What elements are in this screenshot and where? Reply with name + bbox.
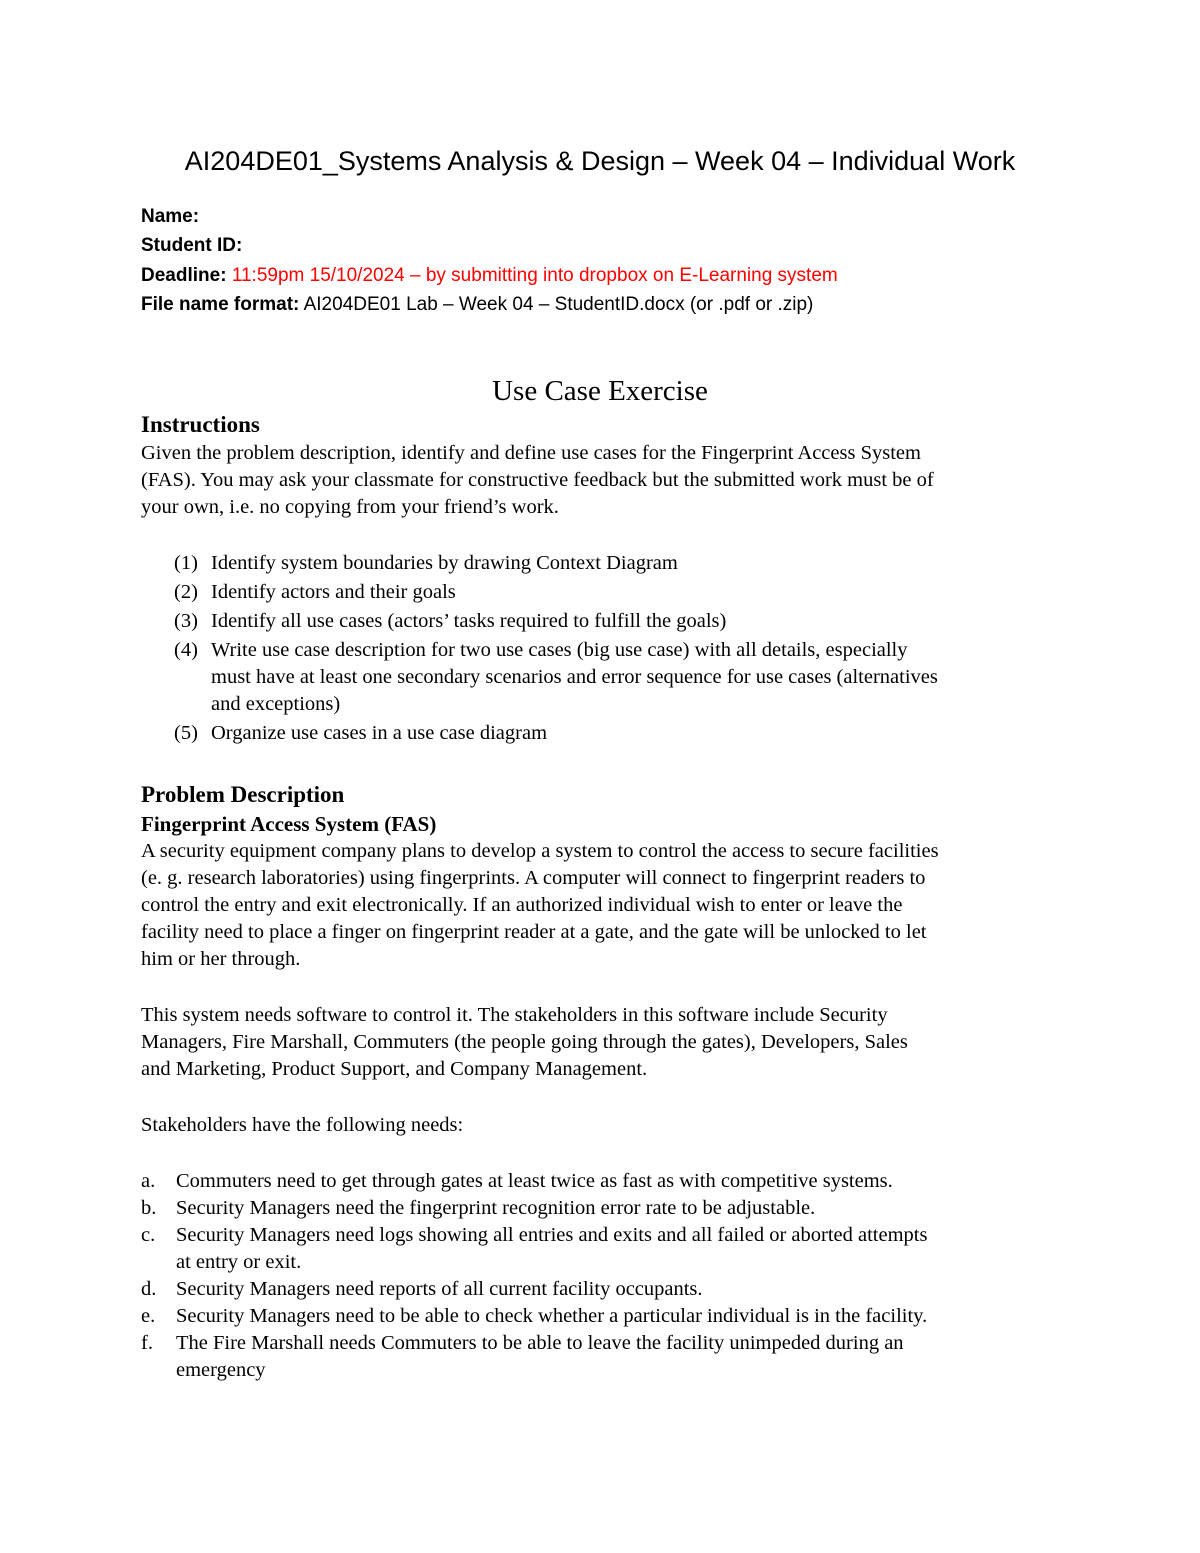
- task-text: Identify all use cases (actors’ tasks required to fulfill the goals): [211, 610, 727, 632]
- task-number: (3): [174, 610, 198, 632]
- task-text: and exceptions): [211, 693, 341, 715]
- task-text: Identify system boundaries by drawing Context Diagram: [211, 552, 678, 574]
- name-label: Name:: [141, 206, 200, 227]
- file-name-value: AI204DE01 Lab – Week 04 – StudentID.docx (or .pdf or .zip): [303, 294, 814, 315]
- paragraph-line: facility need to place a finger on fingerprint reader at a gate, and the gate will be unlocked to let: [141, 921, 927, 943]
- paragraph-line: him or her through.: [141, 948, 301, 970]
- task-number: (1): [174, 552, 198, 574]
- need-text: Security Managers need logs showing all entries and exits and all failed or aborted attempts: [176, 1224, 928, 1246]
- problem-paragraph-1: [141, 838, 1066, 973]
- exercise-title: Use Case Exercise: [492, 375, 708, 407]
- task-text: Write use case description for two use cases (big use case) with all details, especially: [211, 639, 908, 661]
- task-item: [174, 608, 1074, 635]
- document-title: AI204DE01_Systems Analysis & Design – Week 04 – Individual Work: [184, 146, 1016, 176]
- need-item: [141, 1195, 1071, 1222]
- problem-heading: Problem Description: [141, 782, 345, 807]
- task-text: must have at least one secondary scenarios and error sequence for use cases (alternatives: [211, 666, 938, 688]
- task-number: (4): [174, 639, 198, 661]
- task-item: [174, 579, 1074, 606]
- need-text: Commuters need to get through gates at least twice as fast as with competitive systems.: [176, 1170, 893, 1192]
- need-text: emergency: [176, 1359, 266, 1381]
- needs-intro: [141, 1112, 1066, 1139]
- task-item: [174, 637, 1074, 718]
- need-text: The Fire Marshall needs Commuters to be able to leave the facility unimpeded during an: [176, 1332, 904, 1354]
- task-item: [174, 720, 1074, 747]
- need-text: at entry or exit.: [176, 1251, 302, 1273]
- paragraph-line: (e. g. research laboratories) using fingerprints. A computer will connect to fingerprint readers to: [141, 867, 926, 889]
- task-item: [174, 550, 1074, 577]
- student-id-label: Student ID:: [141, 235, 243, 256]
- need-item: [141, 1222, 1071, 1276]
- need-letter: f.: [141, 1332, 153, 1354]
- task-list: [174, 550, 1074, 749]
- paragraph-line: Given the problem description, identify and define use cases for the Fingerprint Access System: [141, 442, 921, 464]
- name-field: [141, 204, 1101, 230]
- needs-list: [141, 1168, 1071, 1384]
- paragraph-line: your own, i.e. no copying from your friend’s work.: [141, 496, 559, 518]
- need-text: Security Managers need reports of all current facility occupants.: [176, 1278, 703, 1300]
- paragraph-line: This system needs software to control it. The stakeholders in this software include Security: [141, 1004, 888, 1026]
- student-id-field: [141, 233, 1101, 259]
- paragraph-line: control the entry and exit electronically. If an authorized individual wish to enter or leave the: [141, 894, 903, 916]
- paragraph-line: A security equipment company plans to develop a system to control the access to secure facilities: [141, 840, 939, 862]
- need-text: Security Managers need to be able to check whether a particular individual is in the facility.: [176, 1305, 928, 1327]
- deadline-label: Deadline:: [141, 265, 227, 286]
- need-item: [141, 1276, 1071, 1303]
- need-item: [141, 1303, 1071, 1330]
- paragraph-line: Stakeholders have the following needs:: [141, 1114, 464, 1136]
- task-text: Identify actors and their goals: [211, 581, 456, 603]
- need-letter: c.: [141, 1224, 156, 1246]
- need-item: [141, 1330, 1071, 1384]
- instructions-heading: Instructions: [141, 412, 260, 437]
- task-number: (5): [174, 722, 198, 744]
- instructions-paragraph: [141, 440, 1066, 521]
- file-name-label: File name format:: [141, 294, 300, 315]
- paragraph-line: (FAS). You may ask your classmate for constructive feedback but the submitted work must be of: [141, 469, 934, 491]
- task-number: (2): [174, 581, 198, 603]
- deadline-value: 11:59pm 15/10/2024 – by submitting into dropbox on E-Learning system: [231, 265, 838, 286]
- problem-paragraph-2: [141, 1002, 1066, 1083]
- task-text: Organize use cases in a use case diagram: [211, 722, 548, 744]
- paragraph-line: Managers, Fire Marshall, Commuters (the people going through the gates), Developers, Sales: [141, 1031, 908, 1053]
- deadline-field: [141, 263, 1101, 289]
- paragraph-line: and Marketing, Product Support, and Company Management.: [141, 1058, 648, 1080]
- file-name-field: [141, 292, 1101, 318]
- need-text: Security Managers need the fingerprint recognition error rate to be adjustable.: [176, 1197, 816, 1219]
- need-letter: b.: [141, 1197, 157, 1219]
- need-letter: d.: [141, 1278, 157, 1300]
- fas-subheading: Fingerprint Access System (FAS): [141, 812, 437, 836]
- need-item: [141, 1168, 1071, 1195]
- need-letter: e.: [141, 1305, 156, 1327]
- need-letter: a.: [141, 1170, 156, 1192]
